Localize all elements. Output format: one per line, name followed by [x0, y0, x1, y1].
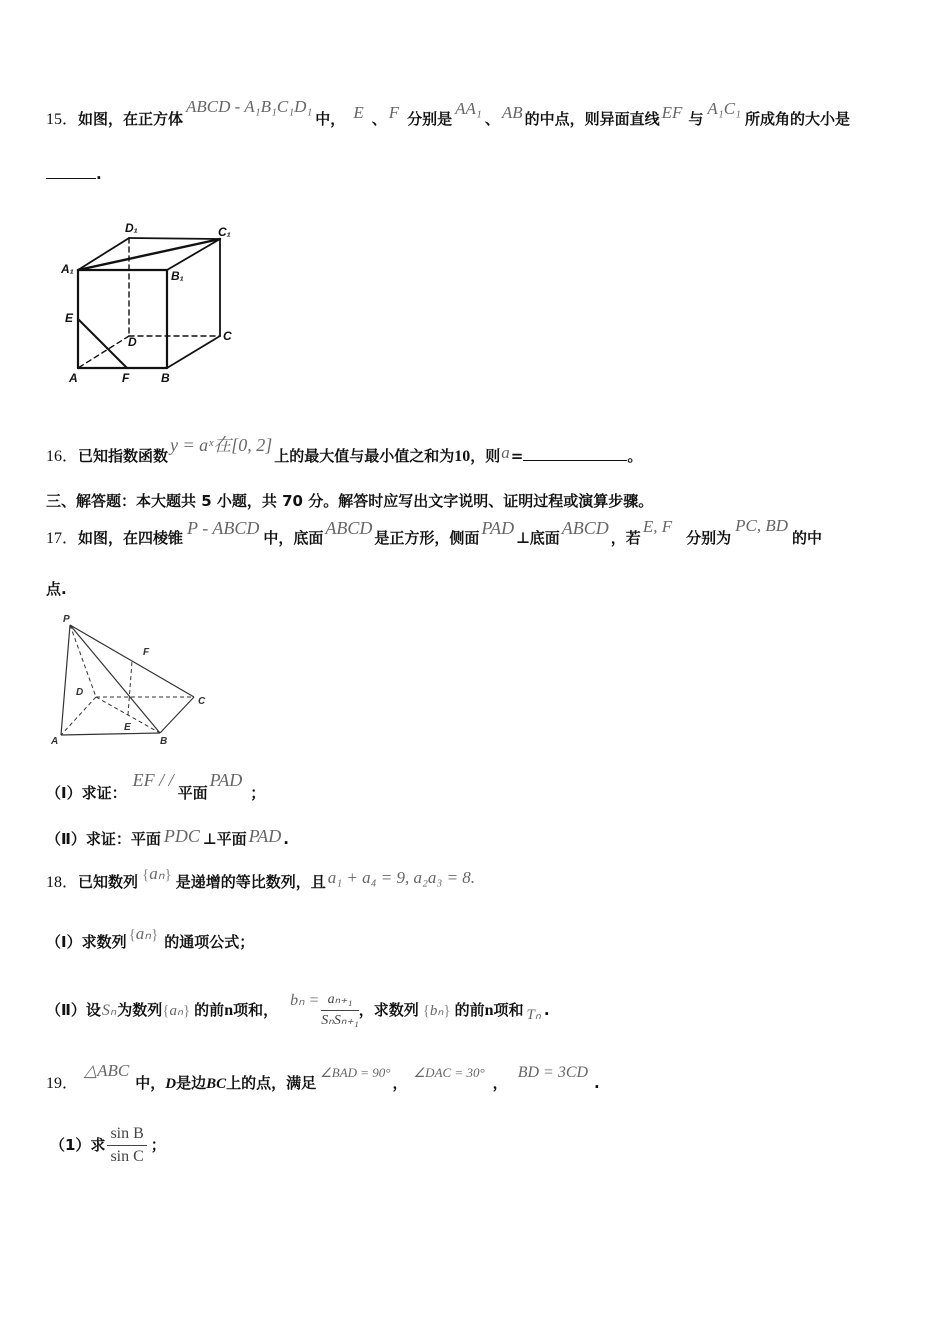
edge-bc: [160, 697, 194, 733]
question-number: 16．: [46, 448, 79, 465]
math-ef-parallel: EF / /: [132, 770, 174, 790]
q18ii-n: n: [224, 1002, 234, 1019]
pyramid-label-d: D: [76, 687, 84, 698]
part-label: （Ⅱ）设: [46, 1001, 101, 1019]
fraction-numerator: aₙ₊₁: [321, 991, 358, 1011]
edge-pc: [70, 625, 194, 697]
part-label: （1）求: [50, 1136, 106, 1154]
cube-label-f: F: [122, 371, 130, 385]
math-a: a: [501, 443, 510, 462]
q16-text: =: [510, 447, 524, 465]
part-label: （Ⅰ）求数列: [46, 933, 127, 951]
q18-text: 已知数列: [78, 873, 139, 891]
q18ii-n: n: [484, 1002, 494, 1019]
math-f: F: [388, 103, 400, 122]
section-heading: 三、解答题：本大题共 5 小题，共 70 分。解答时应写出文字说明、证明过程或演算步骤。: [46, 492, 654, 510]
q16-end: 。: [627, 447, 643, 465]
math-pdc: PDC: [163, 826, 200, 846]
edge-da: [61, 697, 96, 735]
math-sn: Sₙ: [101, 1002, 117, 1019]
q19-text: 上的点，满足: [226, 1074, 317, 1092]
q18ii-text: 的前: [454, 1001, 485, 1019]
q17-part1: [46, 770, 266, 807]
q17i-text: 平面: [177, 784, 208, 802]
pyramid-label-e: E: [124, 722, 131, 733]
q17-line1: [46, 516, 823, 552]
fraction-denominator: SₙSₙ₊₁: [321, 1013, 359, 1028]
math-triangle: △ABC: [84, 1061, 130, 1080]
math-a1c1: A₁C₁: [707, 99, 741, 118]
pyramid-label-b: B: [160, 736, 168, 747]
math-pyramid: P - ABCD: [187, 518, 260, 538]
q18ii-text: 项和: [493, 1001, 524, 1019]
math-tn: Tₙ: [526, 1007, 541, 1023]
cube-label-b1: B₁: [171, 269, 184, 283]
q18ii-text: ，求数列: [358, 1001, 419, 1019]
q17-text: 如图，在四棱锥: [78, 529, 184, 547]
q17-text: ，若: [610, 529, 641, 547]
q18-text: 是递增的等比数列，且: [175, 873, 326, 891]
segment-ef: [78, 319, 127, 368]
math-sequence-an: {aₙ}: [128, 924, 159, 943]
math-cube: ABCD - A₁B₁C₁D₁: [186, 97, 313, 116]
q19-text: 中，: [135, 1074, 166, 1092]
fraction-bn: [321, 991, 358, 1030]
q15-text: 与: [688, 110, 704, 128]
math-exp-function: y = aˣ在[0, 2]: [170, 435, 273, 455]
q17-line2: 点.: [46, 580, 67, 598]
q16-line: [46, 435, 643, 470]
q17-text: 分别为: [686, 529, 732, 547]
math-pad: PAD: [209, 770, 243, 790]
math-sequence-an: {aₙ}: [162, 1003, 191, 1019]
math-abcd: ABCD: [561, 518, 609, 538]
cube-label-d1: D₁: [125, 221, 138, 235]
edge-ab: [61, 733, 160, 735]
q18-part1: [46, 926, 254, 958]
q16-text: ，则: [470, 447, 501, 465]
segment-ef: [128, 661, 132, 715]
q18-part2: [46, 982, 550, 1038]
answer-blank[interactable]: [46, 178, 96, 179]
math-sequence-an: {aₙ}: [142, 864, 172, 883]
cube-label-e: E: [65, 311, 74, 325]
math-ef: EF: [661, 103, 683, 122]
math-bd-3cd: BD = 3CD: [517, 1064, 589, 1081]
math-condition: a₁ + a₄ = 9, a₂a₃ = 8.: [327, 868, 476, 887]
q18i-text: 的通项公式；: [164, 933, 255, 951]
pyramid-label-f: F: [143, 647, 150, 658]
math-angle-bad: ∠BAD = 90°: [320, 1065, 391, 1080]
math-abcd: ABCD: [325, 518, 373, 538]
q15-end: .: [96, 165, 102, 183]
cube-figure: [55, 218, 255, 388]
math-e: E: [353, 103, 364, 122]
pyramid-label-c: C: [198, 696, 206, 707]
q15-text: 、: [484, 110, 500, 128]
cube-label-c: C: [223, 329, 232, 343]
cube-label-c1: C₁: [218, 225, 231, 239]
fraction-numerator: sin B: [107, 1124, 146, 1146]
q17-text: 的中: [792, 529, 823, 547]
pyramid-figure: [48, 610, 218, 750]
q16-value: 10: [454, 448, 471, 465]
edge-pb: [70, 625, 160, 733]
q19-text: ，: [392, 1074, 408, 1092]
q19-end: .: [594, 1074, 600, 1092]
q18ii-end: .: [543, 1001, 550, 1019]
math-pc-bd: PC, BD: [735, 516, 788, 535]
q15-line1: [46, 97, 850, 134]
fraction-sin: [107, 1124, 146, 1167]
part-label: （Ⅰ）求证：: [46, 784, 127, 802]
math-bc: BC: [206, 1076, 227, 1092]
q17-text: ⊥底面: [516, 529, 560, 547]
q15-text: 中，: [315, 110, 346, 128]
q15-answer-line: [46, 162, 102, 186]
part-label: （Ⅱ）求证：平面: [46, 830, 161, 848]
q15-text: 的中点，则异面直线: [524, 110, 660, 128]
cube-label-a1: A₁: [61, 262, 74, 276]
math-d: D: [165, 1076, 177, 1092]
math-sequence-bn: {bₙ}: [422, 1003, 451, 1019]
q17i-end: ；: [250, 784, 266, 802]
math-aa1: AA₁: [455, 99, 482, 118]
answer-blank[interactable]: [523, 460, 627, 461]
q17-text: 中，底面: [263, 529, 324, 547]
cube-label-d: D: [128, 335, 137, 349]
math-pad: PAD: [481, 518, 515, 538]
question-number: 17．: [46, 530, 79, 547]
q18-line: [46, 866, 477, 898]
q16-text: 已知指数函数: [78, 447, 169, 465]
fraction-denominator: sin C: [110, 1148, 144, 1165]
edge-d1c1: [129, 238, 220, 239]
question-number: 18．: [46, 874, 79, 891]
q19-line: [46, 1061, 600, 1098]
q17ii-text: ⊥平面: [202, 830, 247, 848]
edge-pa: [61, 625, 70, 735]
q18ii-text: 为数列: [117, 1001, 163, 1019]
q17-text: 是正方形，侧面: [374, 529, 480, 547]
question-number: 15．: [46, 111, 79, 128]
q17-part2: [46, 823, 289, 853]
q15-text: 所成角的大小是: [744, 110, 850, 128]
math-bn: bₙ =: [290, 992, 320, 1009]
q15-text: 、: [371, 110, 387, 128]
math-ef: E, F: [642, 517, 673, 536]
q17ii-end: .: [283, 830, 289, 848]
pyramid-label-a: A: [51, 736, 59, 747]
q19-part1: [50, 1120, 166, 1170]
q19-text: ，: [492, 1074, 508, 1092]
edge-a1c1: [78, 239, 220, 270]
q16-text: 上的最大值与最小值之和为: [274, 447, 455, 465]
q18ii-text: 项和，: [233, 1001, 279, 1019]
pyramid-label-p: P: [63, 614, 70, 625]
q19-text: 是边: [176, 1074, 207, 1092]
edge-bc: [167, 336, 220, 368]
q15-text: 分别是: [407, 110, 453, 128]
math-pad: PAD: [248, 826, 282, 846]
cube-label-a: A: [69, 371, 78, 385]
math-angle-dac: ∠DAC = 30°: [413, 1065, 485, 1080]
math-ab: AB: [501, 103, 523, 122]
q19-1-end: ；: [150, 1136, 166, 1154]
question-number: 19．: [46, 1075, 79, 1092]
q15-text: 如图，在正方体: [78, 110, 184, 128]
cube-label-b: B: [161, 371, 170, 385]
q18ii-text: 的前: [194, 1001, 225, 1019]
